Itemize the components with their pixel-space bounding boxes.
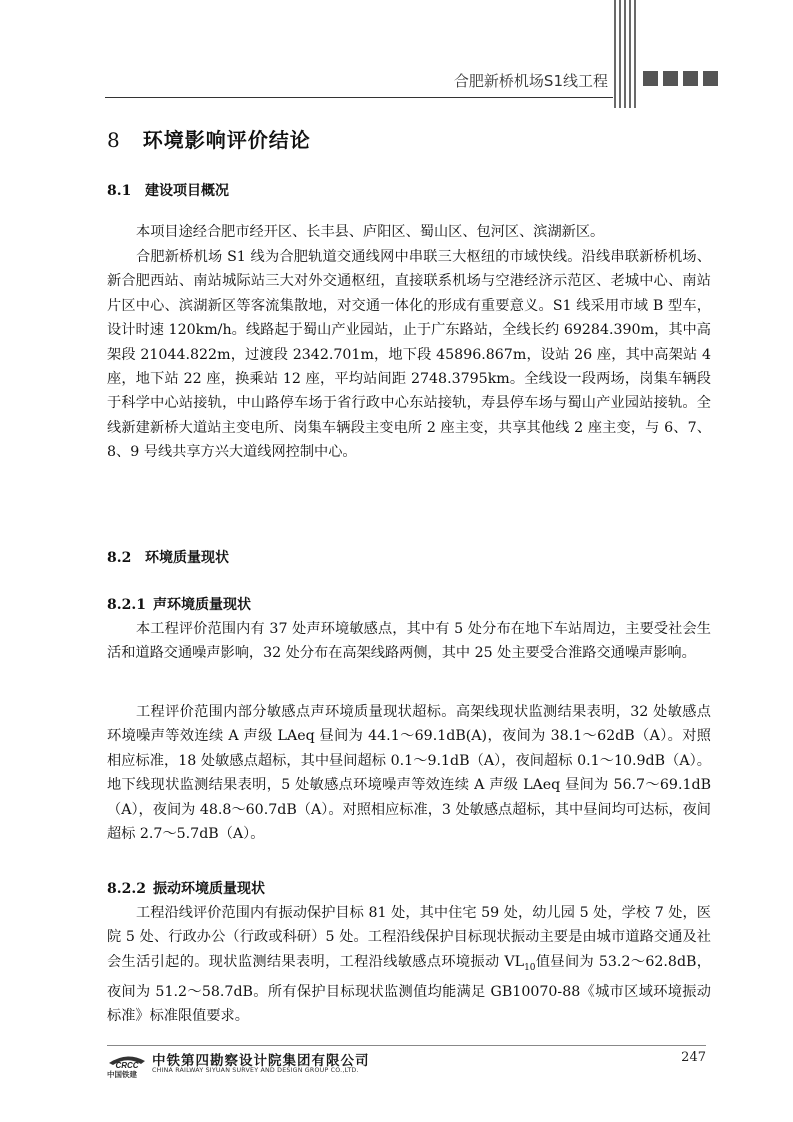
header-decor-squares	[643, 71, 723, 87]
chapter-number: 8	[107, 128, 121, 152]
header-decor-bars	[614, 0, 636, 108]
section-heading-8-2: 8.2 环境质量现状	[107, 550, 229, 566]
footer-company-en: CHINA RAILWAY SIYUAN SURVEY AND DESIGN GROUP CO.,LTD.	[152, 1067, 359, 1074]
section-title: 环境质量现状	[145, 550, 229, 566]
footer-company-cn: 中铁第四勘察设计院集团有限公司	[152, 1053, 370, 1069]
section-title: 建设项目概况	[145, 183, 229, 199]
subsection-title: 声环境质量现状	[153, 597, 251, 613]
subsection-title: 振动环境质量现状	[153, 881, 265, 897]
footer-crc-label: 中国铁建	[107, 1070, 137, 1079]
header-rule	[105, 97, 613, 98]
footer-rule	[107, 1045, 706, 1046]
chapter-heading	[107, 124, 311, 153]
paragraph: 本工程评价范围内有 37 处声环境敏感点，其中有 5 处分布在地下车站周边，主要受社会生活和道路交通噪声影响，32 处分布在高架线路两侧，其中 25 处主要受合淮路交通噪声影响。	[107, 621, 711, 662]
paragraph: 工程沿线评价范围内有振动保护目标 81 处，其中住宅 59 处，幼儿园 5 处，学校 7 处，医院 5 处、行政办公（行政或科研）5 处。工程沿线保护目标现状振动主要是由城市道路交通及社会生活引起的。现状监测结果表明，工程沿线敏感点环境振动 $VL_{10}$值昼间为 53.2～62.8dB，夜间为 51.2～58.7dB。所有保护目标现状监测值均能满足 GB10070-88《城市区域环境振动标准》标准限值要求。	[107, 905, 711, 1025]
paragraph: 工程评价范围内部分敏感点声环境质量现状超标。高架线现状监测结果表明，32 处敏感点环境噪声等效连续 A 声级 LAeq 昼间为 44.1～69.1dB(A)，夜间为 38.1～62dB（A）。对照相应标准，18 处敏感点超标，其中昼间超标 0.1～9.1dB（A），夜间超标 0.1～10.9dB（A）。地下线现状监测结果表明，5 处敏感点环境噪声等效连续 A 声级 LAeq 昼间为 56.7～69.1dB（A），夜间为 48.8～60.7dB（A）。对照相应标准，3 处敏感点超标，其中昼间均可达标，夜间超标 2.7～5.7dB（A）。	[107, 704, 711, 843]
svg-text:CRCC: CRCC	[115, 1061, 139, 1070]
subsection-heading-8-2-2: 8.2.2 振动环境质量现状	[107, 881, 265, 897]
subsection-heading-8-2-1: 8.2.1 声环境质量现状	[107, 597, 251, 613]
page-number: 247	[681, 1050, 706, 1065]
paragraph: 本项目途经合肥市经开区、长丰县、庐阳区、蜀山区、包河区、滨湖新区。	[136, 224, 605, 240]
chapter-title: 环境影响评价结论	[142, 128, 311, 152]
paragraph: 合肥新桥机场 S1 线为合肥轨道交通线网中串联三大枢纽的市域快线。沿线串联新桥机场、新合肥西站、南站城际站三大对外交通枢纽，直接联系机场与空港经济示范区、老城中心、南站片区中心、滨湖新区等客流集散地，对交通一体化的形成有重要意义。S1 线采用市域 B 型车，设计时速 120km/h。线路起于蜀山产业园站，止于广东路站，全线长约 69284.390m，其中高架段 21044.822m，过渡段 2342.701m，地下段 45896.867m，设站 26 座，其中高架站 4 座，地下站 22 座，换乘站 12 座，平均站间距 2748.3795km。全线设一段两场，岗集车辆段于科学中心站接轨，中山路停车场于省行政中心东站接轨，寿县停车场与蜀山产业园站接轨。全线新建新桥大道站主变电所、岗集车辆段主变电所 2 座主变，共享其他线 2 座主变，与 6、7、8、9 号线共享方兴大道线网控制中心。	[107, 249, 711, 461]
section-heading-8-1: 8.1 建设项目概况	[107, 183, 229, 199]
header-title: 合肥新桥机场S1线工程	[453, 72, 608, 90]
